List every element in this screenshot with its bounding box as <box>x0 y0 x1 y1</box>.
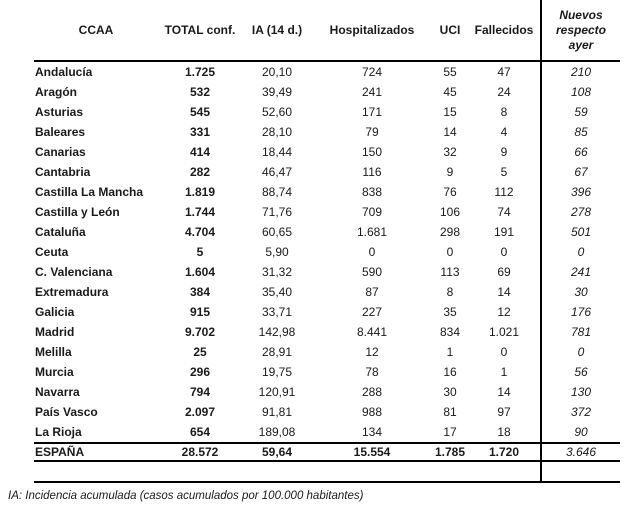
cell-ccaa: Melilla <box>35 345 72 359</box>
cell-nuevos: 108 <box>540 82 620 102</box>
cell-ccaa: Ceuta <box>35 245 69 259</box>
cell-nuevos: 0 <box>540 242 620 262</box>
col-header-total-conf: TOTAL conf. <box>164 23 236 37</box>
cell-fallecidos: 18 <box>497 425 511 439</box>
col-header-uci: UCI <box>439 23 461 37</box>
cell-total-conf: 1.744 <box>184 205 216 219</box>
cell-ccaa: Aragón <box>35 85 77 99</box>
cell-total-conf: 331 <box>189 125 211 139</box>
table-row <box>34 422 620 442</box>
cell-hospitalizados: 590 <box>361 265 383 279</box>
cell-fallecidos: 1.021 <box>488 325 520 339</box>
cell-uci: 1 <box>446 345 454 359</box>
cell-ia-14d: 60,65 <box>261 225 293 239</box>
cell-nuevos: 210 <box>540 62 620 82</box>
cell-uci: 55 <box>443 65 457 79</box>
cell-uci: 16 <box>443 365 457 379</box>
cell-ccaa: Galicia <box>35 305 75 319</box>
cell-ccaa: La Rioja <box>35 425 82 439</box>
cell-uci: 35 <box>443 305 457 319</box>
cell-nuevos: 90 <box>540 422 620 442</box>
cell-uci: 834 <box>439 325 461 339</box>
cell-total-conf: 532 <box>189 85 211 99</box>
ccaa-covid-table <box>34 0 620 483</box>
cell-uci: 298 <box>439 225 461 239</box>
cell-total-conf: 794 <box>189 385 211 399</box>
cell-fallecidos: 0 <box>500 245 508 259</box>
table-row <box>34 362 620 382</box>
cell-uci: 81 <box>443 405 457 419</box>
cell-nuevos: 130 <box>540 382 620 402</box>
col-header-ia-14d: IA (14 d.) <box>251 23 303 37</box>
cell-hospitalizados: 0 <box>368 245 376 259</box>
cell-ia-14d: 28,91 <box>261 345 293 359</box>
cell-fallecidos: 191 <box>493 225 515 239</box>
cell-fallecidos: 24 <box>497 85 511 99</box>
cell-nuevos: 372 <box>540 402 620 422</box>
cell-ccaa: Cataluña <box>35 225 86 239</box>
col-header-fallecidos: Fallecidos <box>474 23 534 37</box>
cell-fallecidos: 0 <box>500 345 508 359</box>
cell-hospitalizados: 78 <box>365 365 379 379</box>
cell-hospitalizados: 709 <box>361 205 383 219</box>
cell-total-conf: 1.819 <box>184 185 216 199</box>
total-cell-nuevos: 3.646 <box>540 444 620 460</box>
cell-uci: 45 <box>443 85 457 99</box>
cell-total-conf: 282 <box>189 165 211 179</box>
total-cell-total-conf: 28.572 <box>181 445 219 459</box>
cell-ccaa: Murcia <box>35 365 74 379</box>
cell-ia-14d: 28,10 <box>261 125 293 139</box>
cell-nuevos: 0 <box>540 342 620 362</box>
cell-fallecidos: 47 <box>497 65 511 79</box>
cell-ccaa: Baleares <box>35 125 86 139</box>
cell-ia-14d: 33,71 <box>261 305 293 319</box>
cell-fallecidos: 112 <box>494 185 514 199</box>
cell-nuevos: 59 <box>540 102 620 122</box>
cell-uci: 106 <box>439 205 461 219</box>
cell-nuevos: 241 <box>540 262 620 282</box>
cell-nuevos: 66 <box>540 142 620 162</box>
cell-total-conf: 2.097 <box>184 405 216 419</box>
cell-hospitalizados: 79 <box>365 125 379 139</box>
cell-hospitalizados: 116 <box>362 165 382 179</box>
cell-uci: 14 <box>443 125 457 139</box>
cell-fallecidos: 74 <box>497 205 511 219</box>
cell-nuevos: 56 <box>540 362 620 382</box>
table-row <box>34 202 620 222</box>
table-row <box>34 242 620 262</box>
cell-total-conf: 654 <box>189 425 211 439</box>
table-row <box>34 262 620 282</box>
cell-hospitalizados: 227 <box>361 305 383 319</box>
cell-fallecidos: 12 <box>497 305 511 319</box>
cell-ccaa: País Vasco <box>35 405 98 419</box>
table-row <box>34 62 620 82</box>
cell-nuevos: 176 <box>540 302 620 322</box>
cell-uci: 8 <box>446 285 454 299</box>
table-row <box>34 322 620 342</box>
cell-total-conf: 384 <box>189 285 211 299</box>
total-cell-ia-14d: 59,64 <box>261 445 293 459</box>
col-header-hospitalizados: Hospitalizados <box>329 23 415 37</box>
cell-nuevos: 501 <box>540 222 620 242</box>
cell-fallecidos: 4 <box>500 125 508 139</box>
cell-hospitalizados: 8.441 <box>356 325 388 339</box>
table-row <box>34 402 620 422</box>
cell-ia-14d: 46,47 <box>261 165 293 179</box>
cell-hospitalizados: 134 <box>361 425 383 439</box>
cell-hospitalizados: 12 <box>365 345 379 359</box>
col-header-nuevos-respecto-ayer: Nuevos respecto ayer <box>540 0 620 60</box>
cell-total-conf: 4.704 <box>184 225 216 239</box>
table-row <box>34 342 620 362</box>
cell-fallecidos: 5 <box>500 165 508 179</box>
cell-nuevos: 278 <box>540 202 620 222</box>
cell-ia-14d: 142,98 <box>258 325 296 339</box>
table-row <box>34 282 620 302</box>
table-row <box>34 302 620 322</box>
table-header-row <box>34 0 620 62</box>
cell-nuevos: 781 <box>540 322 620 342</box>
ia-footnote: IA: Incidencia acumulada (casos acumulados por 100.000 habitantes) <box>8 490 364 502</box>
cell-uci: 30 <box>443 385 457 399</box>
table-row <box>34 142 620 162</box>
table-bottom-double-rule <box>34 481 620 483</box>
cell-ia-14d: 19,75 <box>261 365 293 379</box>
cell-ia-14d: 120,91 <box>258 385 296 399</box>
cell-total-conf: 1.725 <box>184 65 216 79</box>
cell-hospitalizados: 838 <box>361 185 383 199</box>
total-cell-ccaa: ESPAÑA <box>35 445 85 459</box>
cell-fallecidos: 9 <box>500 145 508 159</box>
cell-total-conf: 414 <box>189 145 211 159</box>
cell-ccaa: Madrid <box>35 325 75 339</box>
cell-ia-14d: 88,74 <box>261 185 293 199</box>
cell-hospitalizados: 724 <box>361 65 383 79</box>
cell-ia-14d: 18,44 <box>261 145 293 159</box>
cell-ccaa: C. Valenciana <box>35 265 113 279</box>
cell-fallecidos: 8 <box>500 105 508 119</box>
cell-fallecidos: 69 <box>497 265 511 279</box>
cell-uci: 15 <box>443 105 457 119</box>
table-row <box>34 102 620 122</box>
table-row <box>34 162 620 182</box>
cell-total-conf: 5 <box>196 245 204 259</box>
cell-hospitalizados: 1.681 <box>356 225 388 239</box>
cell-ccaa: Castilla La Mancha <box>35 185 144 199</box>
cell-total-conf: 915 <box>189 305 211 319</box>
table-row <box>34 122 620 142</box>
table-row <box>34 222 620 242</box>
table-empty-row <box>34 462 620 481</box>
cell-nuevos: 396 <box>540 182 620 202</box>
cell-ia-14d: 52,60 <box>261 105 293 119</box>
table-body <box>34 62 620 442</box>
table-row <box>34 382 620 402</box>
cell-nuevos: 67 <box>540 162 620 182</box>
table-total-row <box>34 442 620 462</box>
cell-hospitalizados: 988 <box>361 405 383 419</box>
cell-ia-14d: 39,49 <box>261 85 293 99</box>
total-cell-fallecidos: 1.720 <box>488 445 520 459</box>
total-cell-hospitalizados: 15.554 <box>353 445 391 459</box>
cell-fallecidos: 14 <box>497 385 511 399</box>
cell-ia-14d: 20,10 <box>261 65 293 79</box>
cell-nuevos: 85 <box>540 122 620 142</box>
cell-fallecidos: 97 <box>497 405 511 419</box>
total-cell-uci: 1.785 <box>434 445 466 459</box>
cell-total-conf: 296 <box>189 365 211 379</box>
cell-ia-14d: 189,08 <box>258 425 296 439</box>
cell-ccaa: Asturias <box>35 105 84 119</box>
cell-ccaa: Navarra <box>35 385 80 399</box>
cell-fallecidos: 1 <box>500 365 508 379</box>
cell-ccaa: Andalucía <box>35 65 93 79</box>
cell-hospitalizados: 241 <box>361 85 383 99</box>
cell-uci: 17 <box>443 425 457 439</box>
cell-total-conf: 9.702 <box>184 325 216 339</box>
cell-nuevos: 30 <box>540 282 620 302</box>
cell-ia-14d: 71,76 <box>261 205 293 219</box>
cell-uci: 9 <box>446 165 454 179</box>
cell-total-conf: 25 <box>193 345 207 359</box>
cell-hospitalizados: 288 <box>361 385 383 399</box>
cell-ccaa: Canarias <box>35 145 86 159</box>
cell-uci: 0 <box>446 245 454 259</box>
cell-ia-14d: 31,32 <box>261 265 293 279</box>
cell-uci: 32 <box>443 145 457 159</box>
cell-uci: 76 <box>443 185 457 199</box>
cell-ia-14d: 35,40 <box>261 285 293 299</box>
cell-ccaa: Extremadura <box>35 285 109 299</box>
cell-ccaa: Castilla y León <box>35 205 120 219</box>
table-row <box>34 82 620 102</box>
cell-total-conf: 545 <box>189 105 211 119</box>
cell-hospitalizados: 87 <box>365 285 379 299</box>
cell-ia-14d: 91,81 <box>261 405 293 419</box>
cell-ccaa: Cantabria <box>35 165 91 179</box>
cell-ia-14d: 5,90 <box>265 245 289 259</box>
col-header-ccaa: CCAA <box>78 23 114 37</box>
cell-uci: 113 <box>440 265 460 279</box>
cell-hospitalizados: 171 <box>361 105 383 119</box>
cell-total-conf: 1.604 <box>184 265 216 279</box>
cell-fallecidos: 14 <box>497 285 511 299</box>
table-row <box>34 182 620 202</box>
cell-hospitalizados: 150 <box>361 145 383 159</box>
